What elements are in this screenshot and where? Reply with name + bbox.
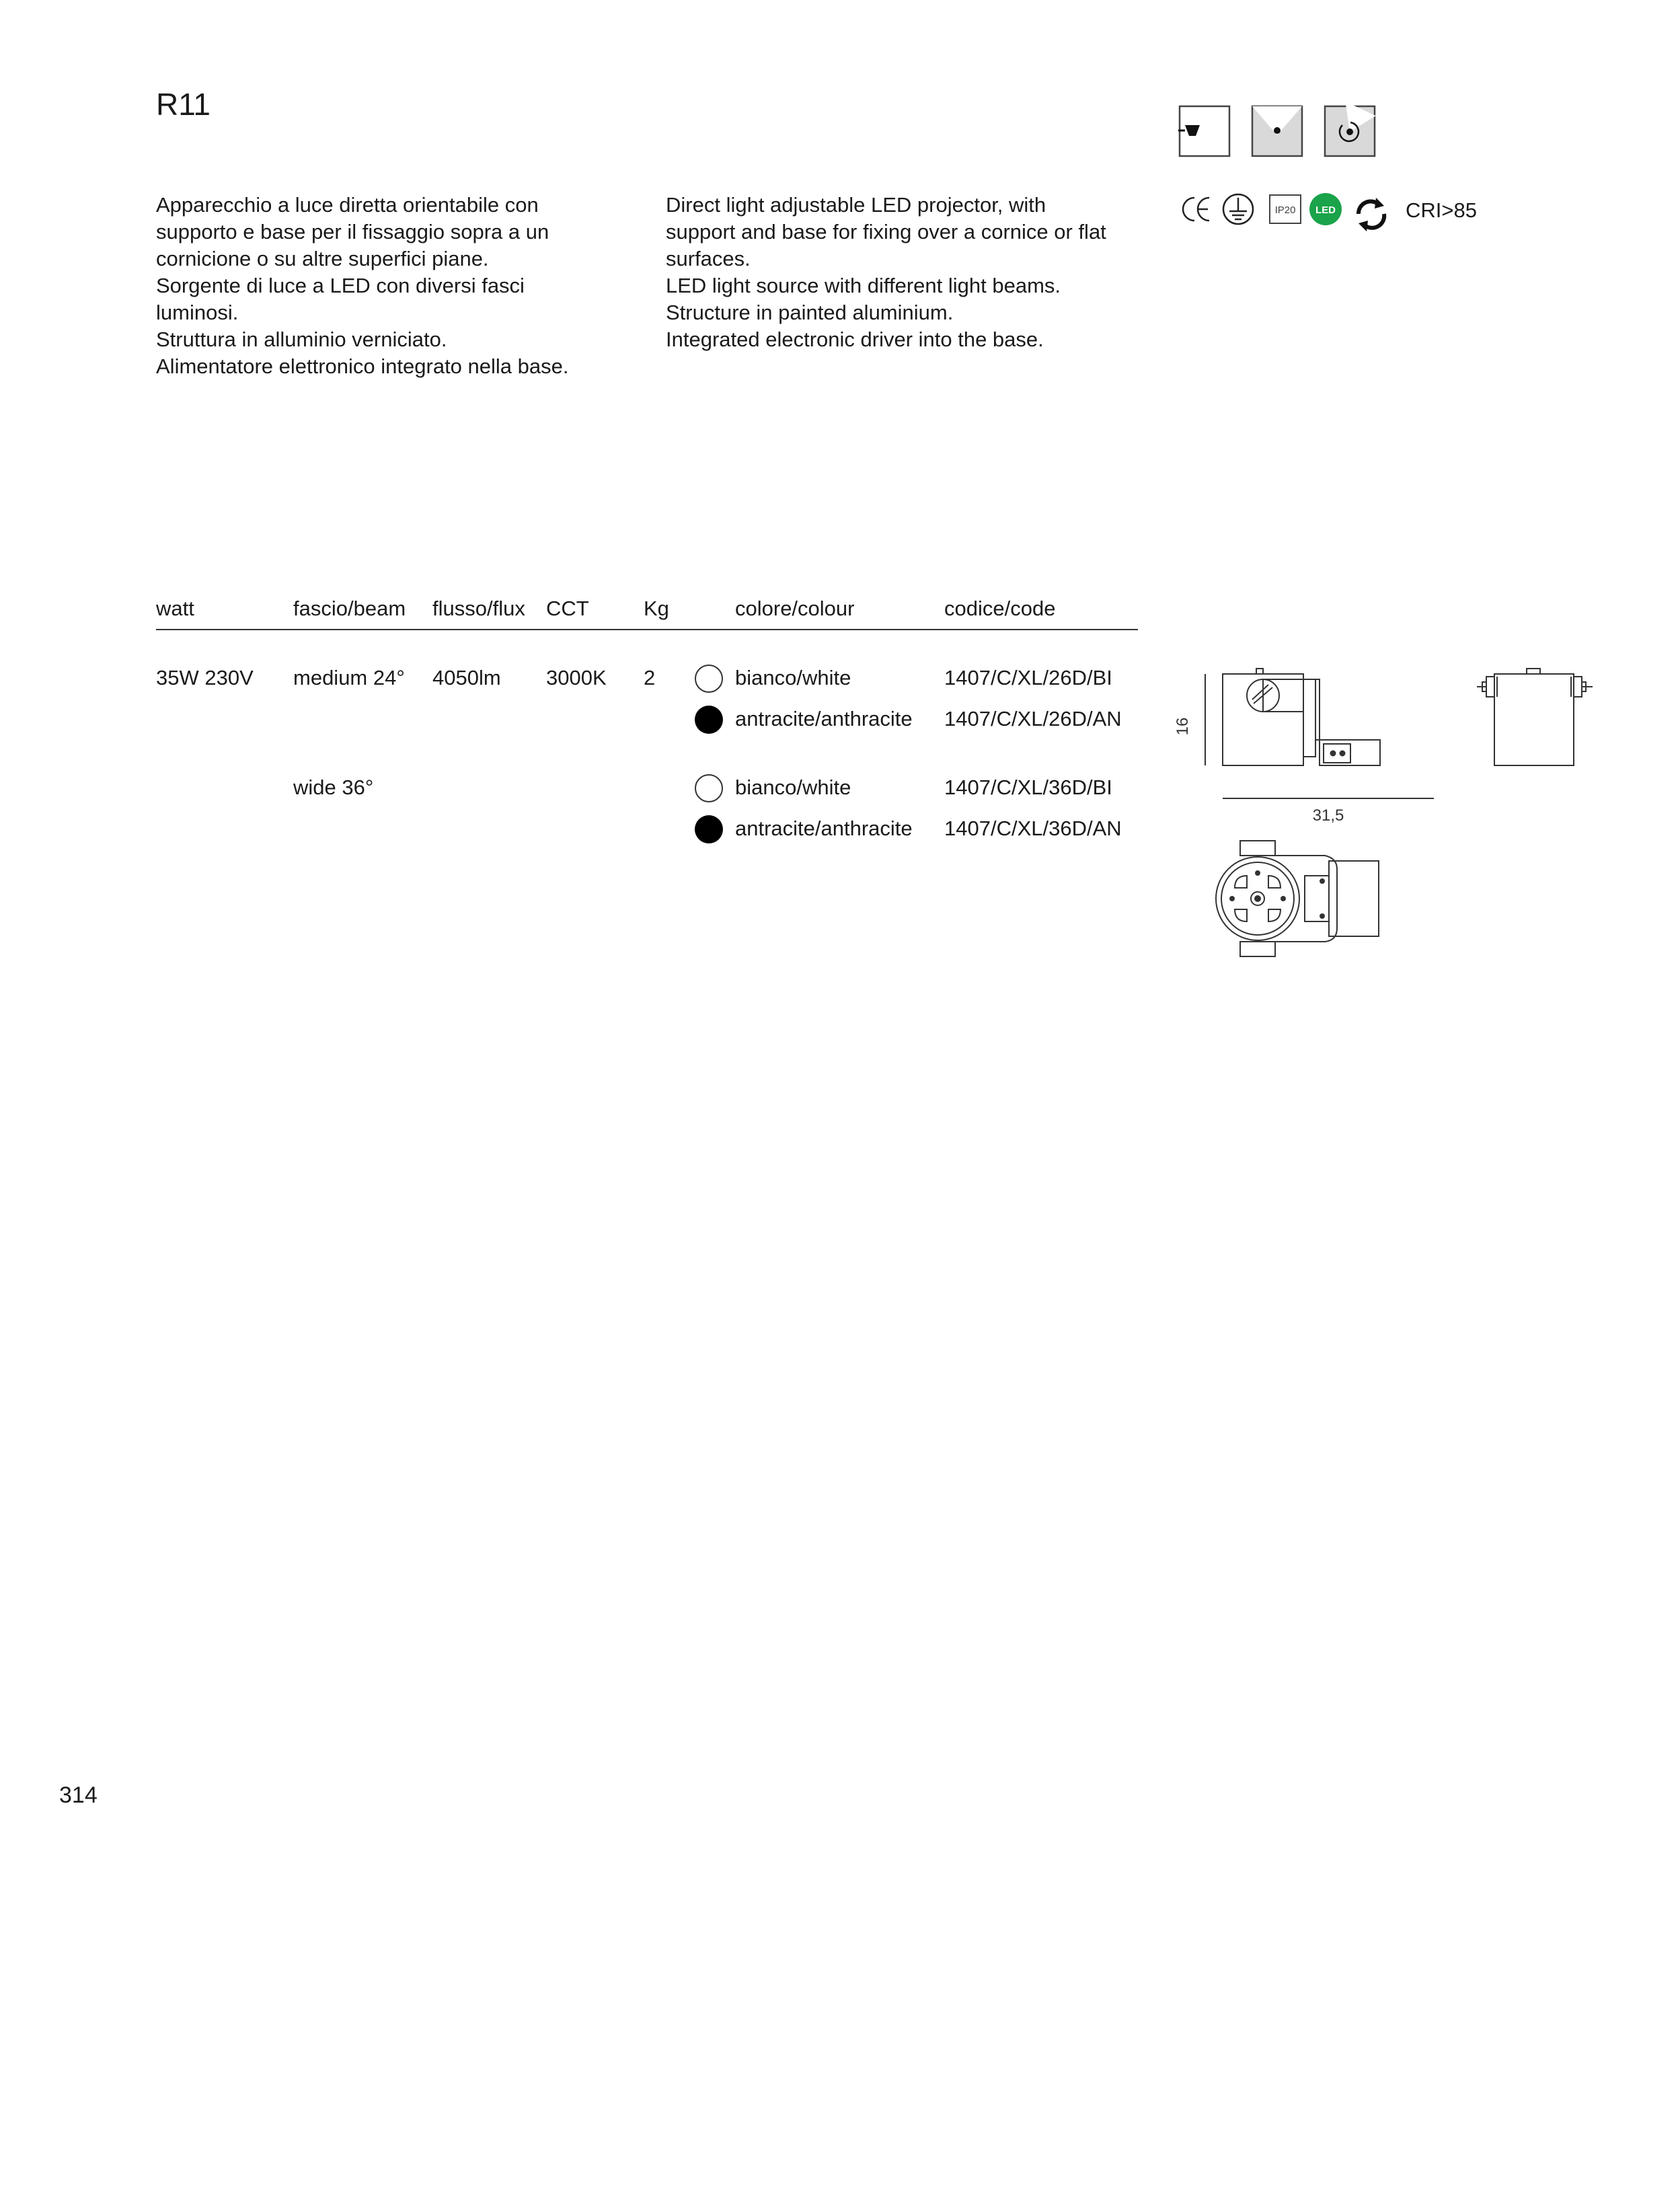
cell-colour: bianco/white xyxy=(735,776,851,799)
top-view-drawing xyxy=(1216,841,1379,956)
ce-mark-icon xyxy=(1183,198,1209,221)
header-cct: CCT xyxy=(546,597,589,620)
header-watt: watt xyxy=(156,597,194,620)
cell-flux: 4050lm xyxy=(432,666,501,689)
cell-cct: 3000K xyxy=(546,666,607,689)
svg-text:LED: LED xyxy=(1315,204,1336,216)
cell-kg: 2 xyxy=(644,666,656,689)
swatch-white xyxy=(695,774,723,802)
cell-code: 1407/C/XL/26D/AN xyxy=(944,707,1122,730)
description-english: Direct light adjustable LED projector, with support and base for fixing over a cornice or flat surfaces. LED light source with different light beams. Structure in painted aluminium. Integrated electronic driver into the base. xyxy=(666,193,1106,351)
page-number: 314 xyxy=(59,1782,98,1808)
header-code: codice/code xyxy=(944,597,1056,620)
cri-label: CRI>85 xyxy=(1406,198,1477,222)
cell-beam: medium 24° xyxy=(293,666,405,689)
header-divider xyxy=(156,629,1138,630)
wall-mount-icon xyxy=(1178,106,1229,156)
cell-code: 1407/C/XL/36D/AN xyxy=(944,817,1122,840)
cell-colour: antracite/anthracite xyxy=(735,817,913,840)
swatch-white xyxy=(695,665,723,693)
swatch-black xyxy=(695,706,723,734)
adjustable-rotation-icon xyxy=(1325,105,1376,156)
cell-colour: bianco/white xyxy=(735,666,851,689)
header-kg: Kg xyxy=(644,597,669,620)
cell-code: 1407/C/XL/36D/BI xyxy=(944,776,1112,799)
swatch-black xyxy=(695,815,723,843)
header-flux: flusso/flux xyxy=(432,597,525,620)
header-beam: fascio/beam xyxy=(293,597,406,620)
technical-drawings xyxy=(1170,659,1614,982)
front-view-drawing xyxy=(1477,669,1593,765)
width-dimension: 31,5 xyxy=(1312,806,1344,825)
direct-light-icon xyxy=(1252,106,1302,156)
header-colour: colore/colour xyxy=(735,597,855,620)
rotate-arrows-icon xyxy=(1359,198,1384,231)
svg-text:IP20: IP20 xyxy=(1274,204,1296,216)
height-dimension: 16 xyxy=(1174,717,1192,736)
led-icon xyxy=(1309,193,1342,225)
side-view-drawing xyxy=(1205,669,1434,798)
product-title: R11 xyxy=(156,87,211,122)
description-italian: Apparecchio a luce diretta orientabile con supporto e base per il fissaggio sopra a un cornicione o su altre superfici piane. Sorgente di luce a LED con diversi fasci luminosi. Struttura in alluminio verniciato. Alimentatore elettronico integrato nella base. xyxy=(156,193,569,378)
cell-watt: 35W 230V xyxy=(156,666,254,689)
ip20-icon xyxy=(1270,195,1301,223)
cell-colour: antracite/anthracite xyxy=(735,707,913,730)
earth-ground-icon xyxy=(1223,194,1253,224)
cell-beam: wide 36° xyxy=(293,776,374,799)
certification-icons xyxy=(1178,192,1400,237)
mounting-icons xyxy=(1178,105,1380,159)
cell-code: 1407/C/XL/26D/BI xyxy=(944,666,1112,689)
